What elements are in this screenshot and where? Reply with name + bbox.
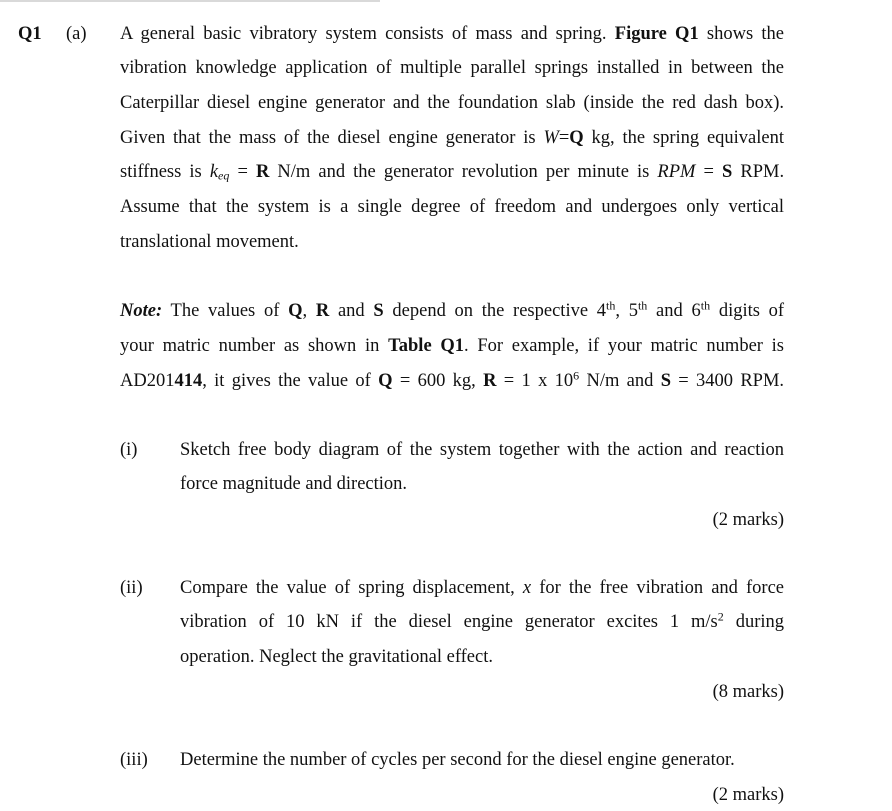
mass-variable: W: [543, 128, 559, 148]
note-line-2: [120, 336, 784, 357]
intro-text: N/m and the generator revolution per minute is: [277, 162, 650, 182]
note-text: , it gives the value of: [202, 371, 371, 391]
variable-r: R: [315, 301, 330, 321]
note-text: your matric number as shown in: [120, 336, 380, 356]
exponent: 2: [717, 609, 724, 624]
variable-q: Q: [378, 371, 393, 391]
variable-s: S: [660, 371, 671, 391]
variable-r: R: [483, 371, 497, 391]
intro-text: shows the: [706, 24, 784, 44]
note-text: = 600 kg,: [399, 371, 476, 391]
variable-q: Q: [288, 301, 303, 321]
equals-sign: =: [237, 162, 248, 182]
intro-text: Given that the mass of the diesel engine generator is: [120, 128, 536, 148]
equals-sign: =: [703, 162, 714, 182]
intro-line-4: [120, 128, 784, 149]
variable-r: R: [255, 162, 270, 182]
note-line-1: [120, 298, 785, 322]
subquestion-ii-line-3: operation. Neglect the gravitational effect.: [180, 647, 493, 667]
intro-text: stiffness is: [120, 162, 202, 182]
page-top-rule: [0, 0, 380, 2]
intro-text: A general basic vibratory system consists of mass and spring.: [120, 24, 607, 44]
stiffness-subscript: eq: [218, 168, 230, 183]
rpm-variable: RPM: [657, 162, 696, 182]
subquestion-i-line-1: Sketch free body diagram of the system together with the action and reaction: [180, 440, 784, 460]
note-text: N/m and: [586, 371, 654, 391]
note-line-3: [120, 368, 785, 392]
question-part-label: (a): [66, 24, 87, 44]
ordinal-suffix: th: [700, 298, 711, 313]
note-text: The values of: [170, 301, 280, 321]
subquestion-i-label: (i): [120, 440, 138, 460]
intro-line-6: Assume that the system is a single degree of freedom and undergoes only vertical: [120, 197, 784, 217]
subquestion-iii-label: (iii): [120, 750, 148, 770]
subquestion-ii-marks: (8 marks): [712, 682, 784, 702]
exponent: 6: [573, 368, 580, 383]
subquestion-text: Compare the value of spring displacement,: [180, 578, 515, 598]
intro-line-3: Caterpillar diesel engine generator and the foundation slab (inside the red dash box).: [120, 93, 784, 113]
matric-digits: 414: [174, 371, 203, 391]
question-number: Q1: [18, 24, 42, 44]
intro-text: kg, the spring equivalent: [591, 128, 785, 148]
subquestion-ii-line-1: [180, 578, 784, 599]
matric-prefix: AD201: [120, 371, 175, 391]
subquestion-iii-marks: (2 marks): [712, 785, 784, 805]
intro-line-1: [120, 24, 784, 45]
subquestion-i-line-2: force magnitude and direction.: [180, 474, 408, 494]
variable-q: Q: [569, 128, 584, 148]
note-text: . For example, if your matric number is: [464, 336, 785, 356]
subquestion-i-marks: (2 marks): [712, 510, 784, 530]
displacement-variable: x: [522, 578, 532, 598]
table-reference: Table Q1: [388, 336, 465, 356]
subquestion-text: vibration of 10 kN if the diesel engine generator excites 1 m/s: [180, 612, 718, 632]
intro-line-7: translational movement.: [120, 232, 299, 252]
comma: ,: [302, 301, 308, 321]
ordinal-suffix: th: [606, 298, 616, 313]
note-text: , 5: [615, 301, 638, 321]
variable-s: S: [722, 162, 733, 182]
intro-line-2: vibration knowledge application of multiple parallel springs installed in between the: [120, 58, 784, 78]
subquestion-ii-line-2: [180, 609, 784, 633]
note-text: = 1 x 10: [503, 371, 574, 391]
ordinal-suffix: th: [637, 298, 648, 313]
figure-reference: Figure Q1: [614, 24, 699, 44]
note-text: and: [337, 301, 365, 321]
stiffness-variable: k: [209, 162, 219, 182]
note-text: and 6: [656, 301, 701, 321]
equals-sign: =: [558, 128, 570, 148]
subquestion-ii-label: (ii): [120, 578, 143, 598]
subquestion-text: during: [735, 612, 784, 632]
variable-s: S: [373, 301, 384, 321]
note-text: digits of: [718, 301, 785, 321]
intro-line-5: [120, 162, 784, 183]
note-text: depend on the respective 4: [392, 301, 607, 321]
note-text: = 3400 RPM.: [678, 371, 785, 391]
intro-text: RPM.: [740, 162, 785, 182]
note-label: Note:: [120, 301, 163, 321]
subquestion-text: for the free vibration and force: [539, 578, 785, 598]
subquestion-iii-line-1: Determine the number of cycles per second for the diesel engine generator.: [180, 750, 735, 770]
